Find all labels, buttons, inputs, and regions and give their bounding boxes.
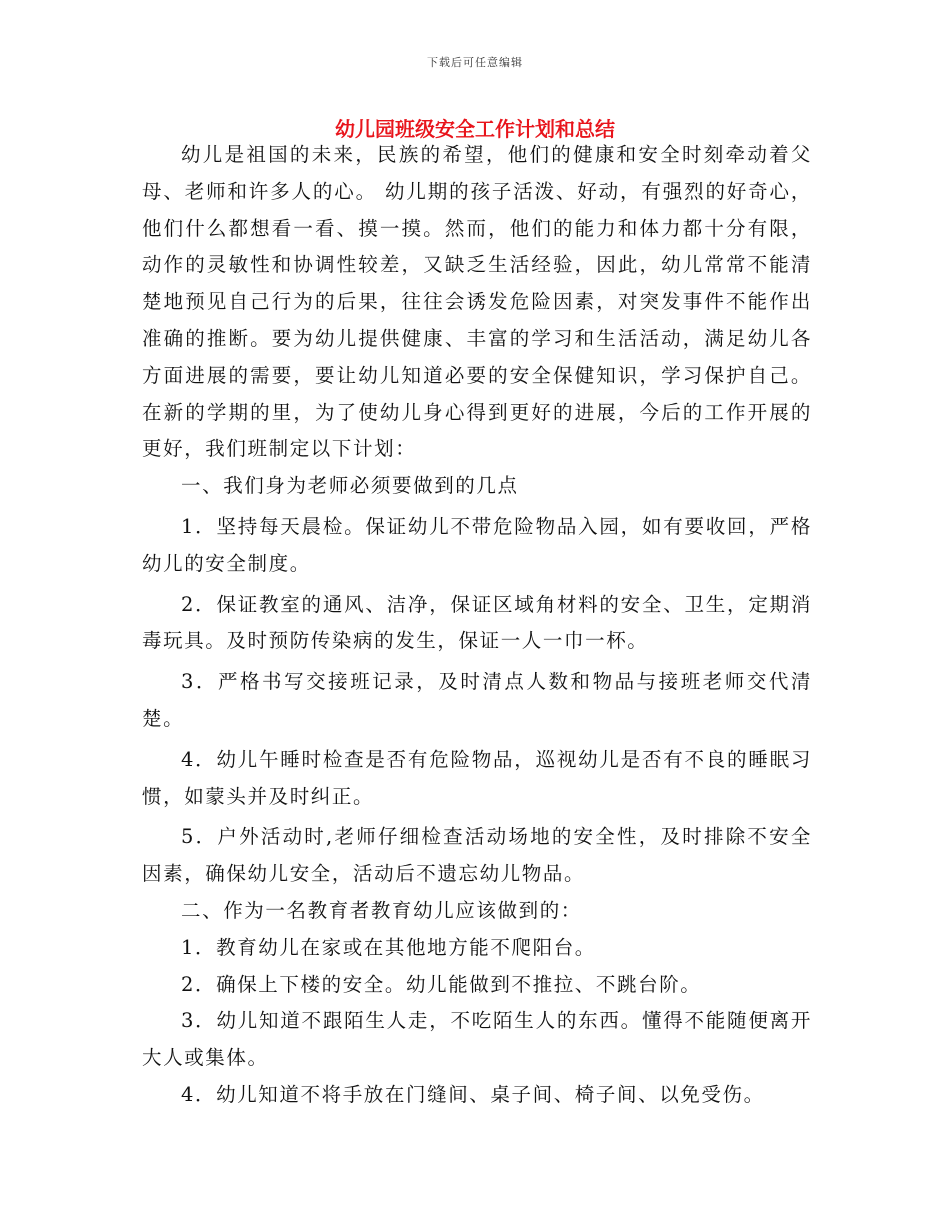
list-item: 3．严格书写交接班记录，及时清点人数和物品与接班老师交代清楚。 [142,670,812,730]
list-item: 2．确保上下楼的安全。幼儿能做到不推拉、不跳台阶。 [181,972,702,996]
list-item: 5．户外活动时,老师仔细检查活动场地的安全性，及时排除不安全因素，确保幼儿安全，活动后不遗忘幼儿物品。 [142,825,812,886]
document-body [142,137,812,1114]
list-item: 1．教育幼儿在家或在其他地方能不爬阳台。 [181,935,596,959]
list-item: 4．幼儿午睡时检查是否有危险物品，巡视幼儿是否有不良的睡眠习惯，如蒙头并及时纠正。 [142,747,812,808]
section-heading-2: 二、作为一名教育者教育幼儿应该做到的： [181,898,582,922]
header-note: 下载后可任意编辑 [427,56,523,69]
list-item: 1．坚持每天晨检。保证幼儿不带危险物品入园，如有要收回，严格幼儿的安全制度。 [142,514,812,575]
list-item: 3．幼儿知道不跟陌生人走，不吃陌生人的东西。懂得不能随便离开大人或集体。 [142,1009,812,1070]
intro-paragraph: 幼儿是祖国的未来，民族的希望，他们的健康和安全时刻牵动着父母、老师和许多人的心。 幼儿期的孩子活泼、好动，有强烈的好奇心，他们什么都想看一看、摸一摸。然而，他们的能力和体力都十分有限，动作的灵敏性和协调性较差，又缺乏生活经验，因此，幼儿常常不能清楚地预见自己行为的后果，往往会诱发危险因素，对突发事件不能作出准确的推断。要为幼儿提供健康、丰富的学习和生活活动，满足幼儿各方面进展的需要，要让幼儿知道必要的安全保健知识，学习保护自己。在新的学期的里，为了使幼儿身心得到更好的进展，今后的工作开展的更好，我们班制定以下计划： [142,143,812,461]
list-item: 4．幼儿知道不将手放在门缝间、桌子间、椅子间、以免受伤。 [181,1082,765,1106]
list-item: 2．保证教室的通风、洁净，保证区域角材料的安全、卫生，定期消毒玩具。及时预防传染病的发生，保证一人一巾一杯。 [142,592,812,653]
section-heading-1: 一、我们身为老师必须要做到的几点 [181,474,519,498]
document-title: 幼儿园班级安全工作计划和总结 [335,117,615,141]
